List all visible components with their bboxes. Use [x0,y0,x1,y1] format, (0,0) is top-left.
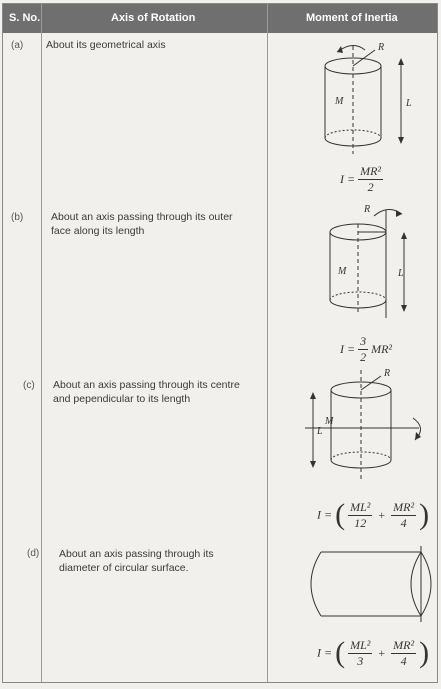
row-d-axis-line-1: About an axis passing through its [59,548,214,560]
header-sno: S. No. [9,12,41,24]
header-axis-of-rotation: Axis of Rotation [111,12,196,24]
row-b-sno: (b) [11,212,24,223]
row-a-formula [340,164,383,195]
row-b-cylinder-figure [308,202,428,322]
row-c-numerator-2: MR² [393,499,415,514]
row-c-fraction-1 [348,500,372,531]
row-b-label-l: L [398,268,404,279]
row-c-cylinder-figure [295,368,435,488]
row-b-label-r: R [364,204,371,215]
row-d-fraction-2 [391,638,416,669]
row-c-plus: + [378,507,386,522]
row-c-open-paren: ( [335,498,346,531]
row-c-formula [317,498,429,532]
row-a-axis-line-1: About its geometrical axis [46,39,166,51]
row-b-denominator: 2 [360,350,367,364]
row-c-label-m: M [325,416,334,427]
row-a-denominator: 2 [367,180,374,194]
row-d-open-paren: ( [335,636,346,669]
row-c-axis [53,378,240,406]
row-b-formula-lhs: I = [340,342,356,356]
row-a-fraction [358,164,383,195]
row-b-axis [51,210,233,238]
row-d-denominator-2: 4 [400,653,407,668]
row-c-formula-lhs: I = [317,507,333,522]
column-divider-2 [267,4,268,682]
row-d-sno: (d) [27,548,40,559]
row-b-formula-tail: MR² [371,342,393,356]
row-c-numerator-1: ML² [350,499,371,514]
row-b-formula [340,334,392,365]
row-c-denominator-1: 12 [354,515,367,530]
row-b-label-m: M [338,266,347,277]
row-c-close-paren: ) [419,498,430,531]
row-c-denominator-2: 4 [400,515,407,530]
row-a-cylinder-figure [303,40,423,160]
row-c-label-l: L [317,426,323,437]
row-d-axis-line-2: diameter of circular surface. [59,562,189,574]
row-d-axis [59,547,214,575]
moment-of-inertia-table [2,3,438,683]
table-header [3,4,437,33]
row-a-label-r: R [378,42,385,53]
header-moment-of-inertia: Moment of Inertia [306,12,398,24]
row-b-numerator: 3 [360,334,367,348]
row-c-axis-line-1: About an axis passing through its centre [53,379,240,391]
row-c-sno: (c) [23,380,35,391]
row-a-numerator: MR² [360,164,382,178]
row-b-axis-line-1: About an axis passing through its outer [51,211,233,223]
row-a-formula-lhs: I = [340,172,356,186]
row-c-axis-line-2: and pependicular to its length [53,393,191,405]
row-a-label-m: M [335,96,344,107]
row-d-denominator-1: 3 [357,653,364,668]
row-d-plus: + [378,645,386,660]
row-d-numerator-2: MR² [393,637,415,652]
row-d-formula-lhs: I = [317,645,333,660]
row-d-fraction-1 [348,638,372,669]
row-b-axis-line-2: face along its length [51,225,145,237]
row-d-numerator-1: ML² [350,637,371,652]
row-d-cylinder-figure [295,544,441,624]
row-a-label-l: L [406,98,412,109]
row-c-fraction-2 [391,500,416,531]
row-a-sno: (a) [11,40,24,51]
row-a-axis [46,38,166,52]
column-divider-1 [41,4,42,682]
row-d-formula [317,636,429,670]
row-b-fraction [358,334,368,365]
row-d-close-paren: ) [419,636,430,669]
row-c-label-r: R [384,368,391,379]
